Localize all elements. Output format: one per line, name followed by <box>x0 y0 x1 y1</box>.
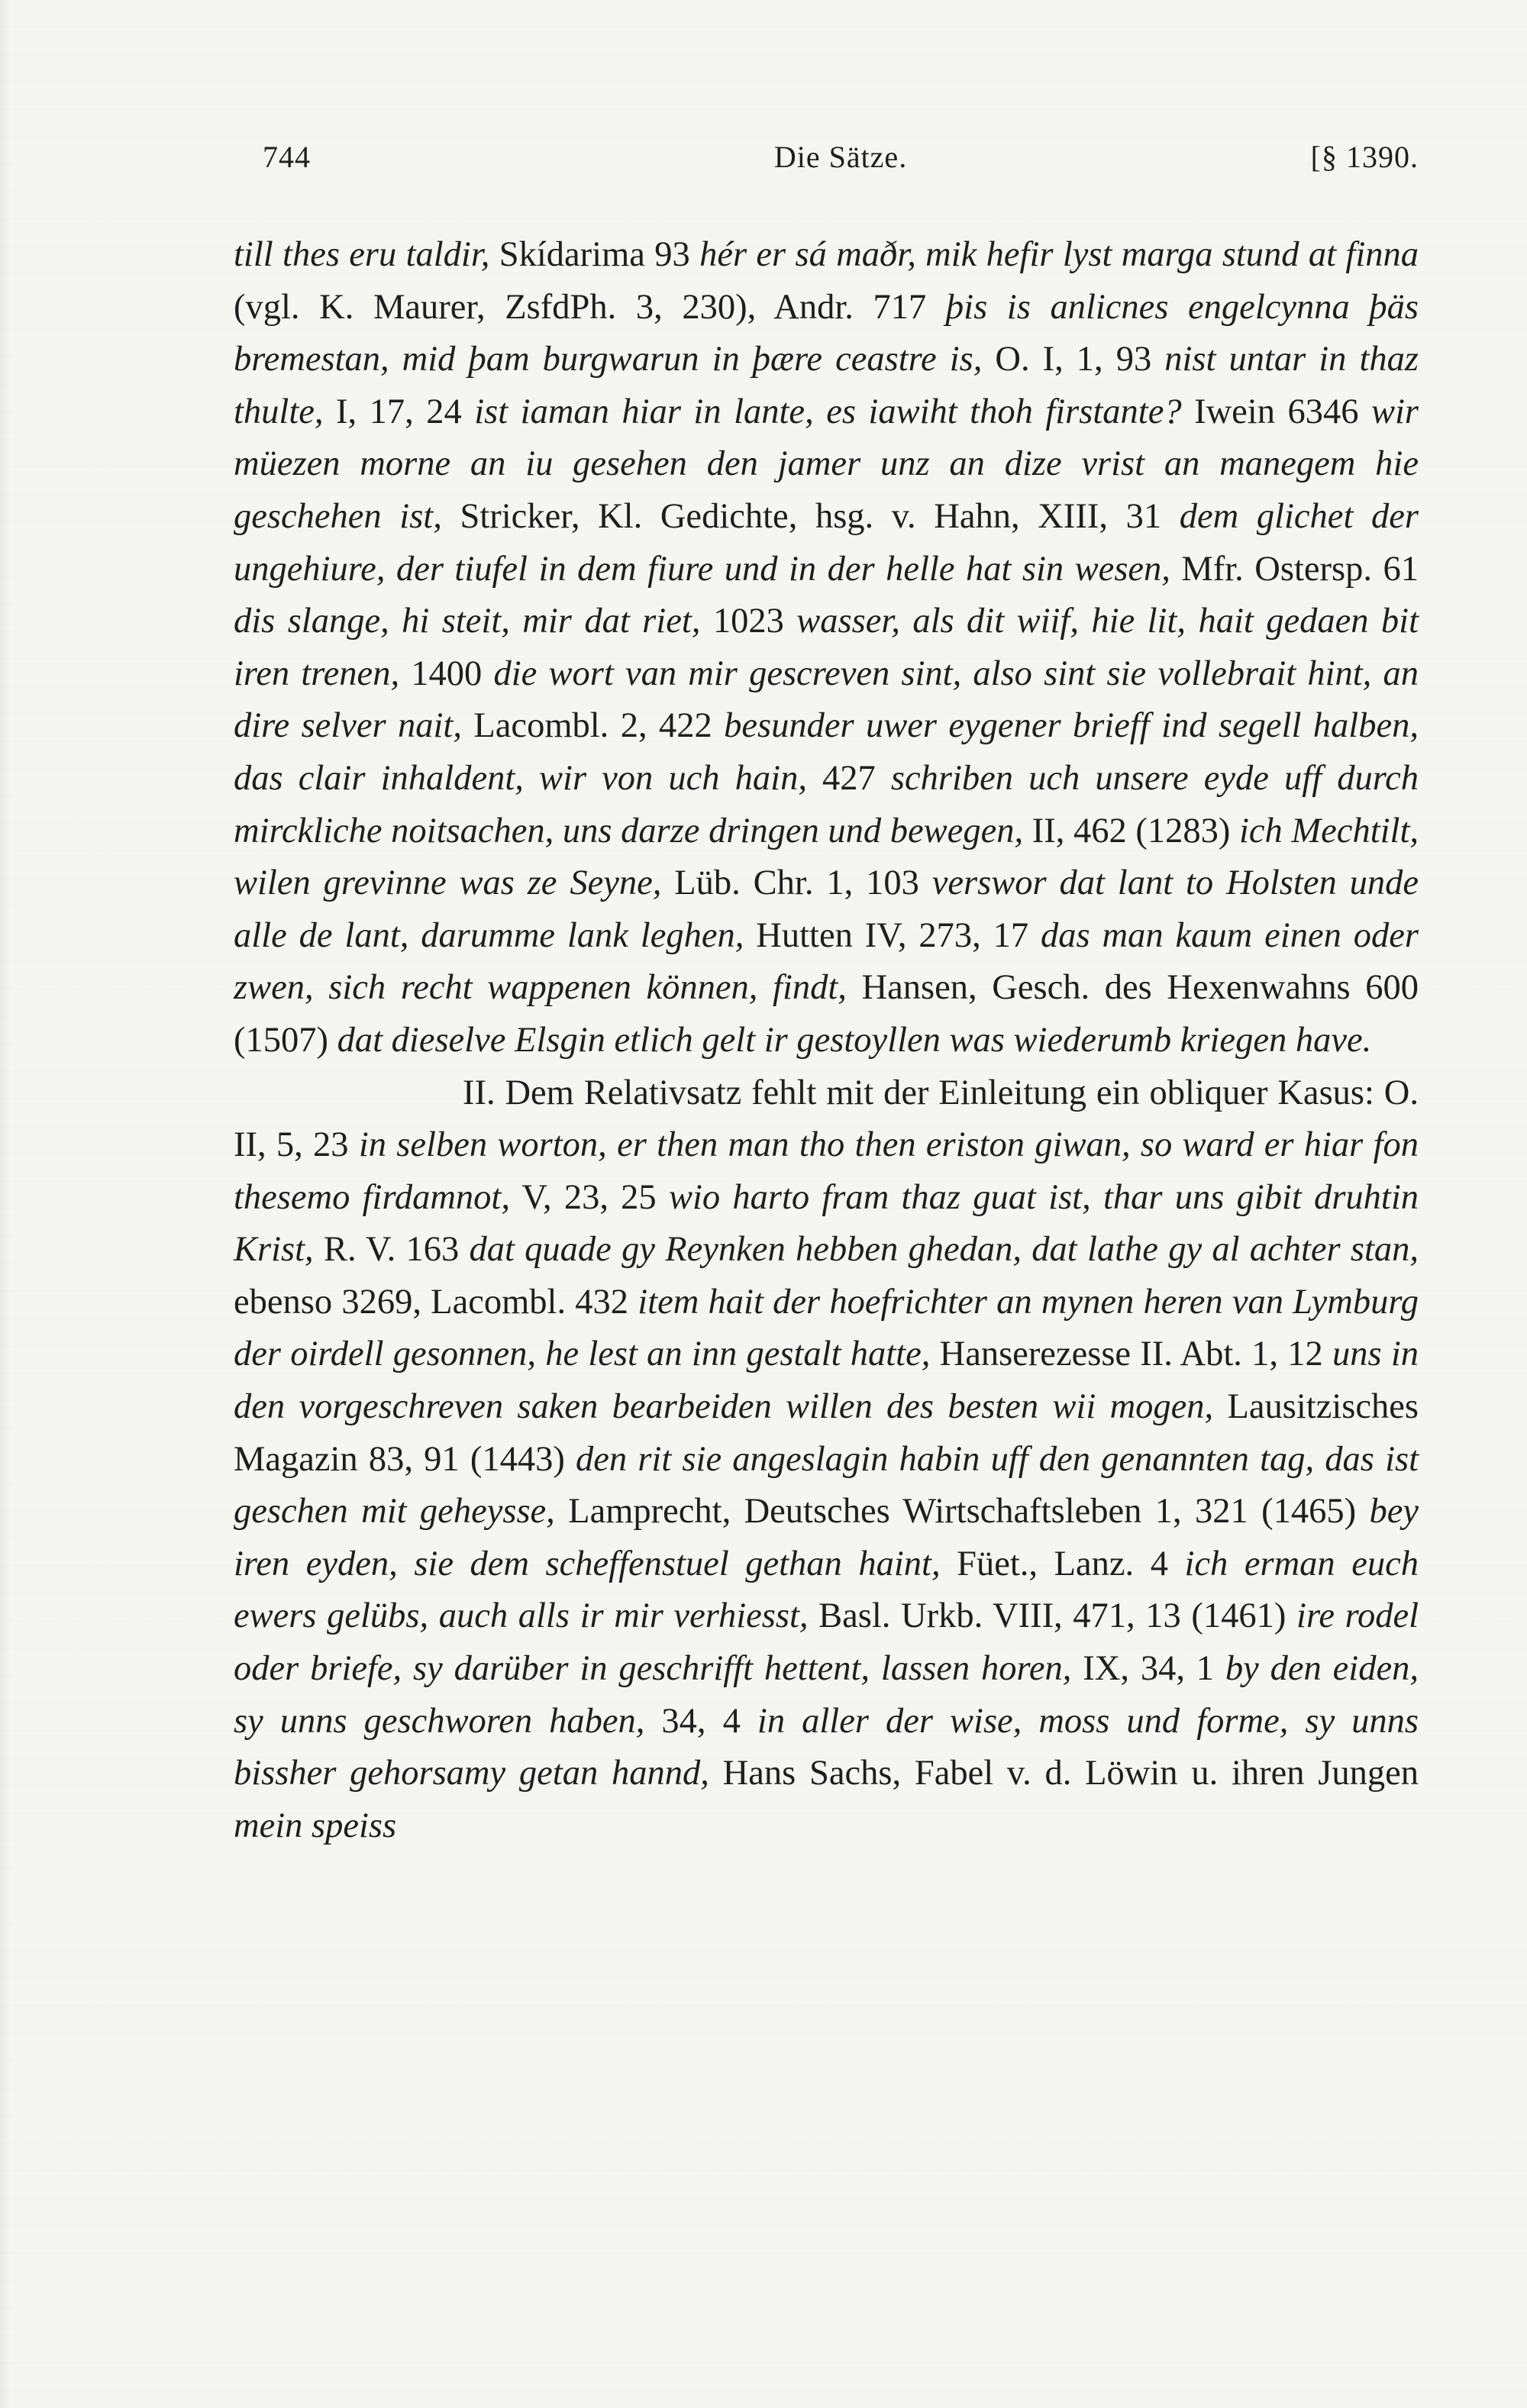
citation-text: O. I, 1, 93 <box>982 340 1165 379</box>
citation-text: I, 17, 24 <box>323 392 475 431</box>
quoted-text: die wort van mir gescreven sint, also sint sie vollebrait hint, an dire selver nait, <box>234 654 1419 746</box>
citation-text: Lacombl. 2, 422 <box>461 706 725 746</box>
citation-text: II, 462 (1283) <box>1023 811 1239 851</box>
page-number: 744 <box>263 140 311 174</box>
quoted-text: item hait der hoefrichter an mynen heren van Lymburg der oirdell gesonnen, he lest an inn gestalt hatte, <box>234 1282 1419 1374</box>
quoted-text: mein speiss <box>234 1806 397 1845</box>
quoted-text: bey iren eyden, sie dem scheffenstuel gethan haint, <box>234 1492 1419 1583</box>
citation-text: R. V. 163 <box>313 1230 470 1270</box>
running-title: Die Sätze. <box>773 140 908 174</box>
citation-text: Hans Sachs, Fabel v. d. Löwin u. ihren Jungen <box>709 1754 1419 1793</box>
citation-text: Stricker, Kl. Gedichte, hsg. v. Hahn, XIII, 31 <box>441 496 1180 536</box>
citation-text: ebenso 3269, Lacombl. 432 <box>234 1282 638 1322</box>
paragraph-continued <box>234 229 1419 1067</box>
quoted-text: wasser, als dit wiif, hie lit, hait gedaen bit iren trenen, <box>234 602 1419 693</box>
citation-text: Basl. Urkb. VIII, 471, 13 (1461) <box>808 1596 1297 1636</box>
citation-text: Füet., Lanz. 4 <box>940 1544 1185 1583</box>
quoted-text: verswor dat lant to Holsten unde alle de lant, darumme lank leghen, <box>234 863 1419 955</box>
citation-text: Skídarima 93 <box>489 235 700 274</box>
citation-text: II. Dem Relativsatz fehlt mit der Einleitung ein obliquer Kasus: O. II, 5, 23 <box>234 1073 1419 1165</box>
citation-text: 427 <box>806 758 891 798</box>
citation-text: Lamprecht, Deutsches Wirtschaftsleben 1, 321 (1465) <box>554 1492 1370 1532</box>
citation-text: 1023 <box>700 602 797 641</box>
quoted-text: ire rodel oder briefe, sy darüber in geschrifft hettent, lassen horen, <box>234 1596 1419 1689</box>
quoted-text: till thes eru taldir, <box>234 235 490 274</box>
quoted-text: besunder uwer eygener brieff ind segell halben, das clair inhaldent, wir von uch hain, <box>234 706 1419 798</box>
citation-text: 34, 4 <box>644 1701 757 1741</box>
quoted-text: hér er sá maðr, mik hefir lyst marga stund at finna <box>699 235 1419 274</box>
citation-text: Hansen, Gesch. des Hexenwahns 600 (1507) <box>234 968 1419 1060</box>
quoted-text: dem glichet der ungehiure, der tiufel in dem fiure und in der helle hat sin wesen, <box>234 496 1419 589</box>
paragraph-section-ii <box>234 1067 1419 1853</box>
quoted-text: wio harto fram thaz guat ist, thar uns gibit druhtin Krist, <box>234 1177 1419 1270</box>
citation-text: V, 23, 25 <box>509 1177 669 1217</box>
quoted-text: by den eiden, sy unns geschworen haben, <box>234 1649 1419 1741</box>
citation-text: Iwein 6346 <box>1181 392 1371 431</box>
citation-text: Hutten IV, 273, 17 <box>744 915 1041 955</box>
quoted-text: ist iaman hiar in lante, es iawiht thoh firstante? <box>474 392 1182 431</box>
body-text <box>234 229 1419 1852</box>
quoted-text: das man kaum einen oder zwen, sich recht wappenen können, findt, <box>234 915 1419 1008</box>
citation-text: IX, 34, 1 <box>1071 1649 1225 1689</box>
quoted-text: dat dieselve Elsgin etlich gelt ir gestoyllen was wiederumb kriegen have. <box>337 1020 1372 1060</box>
quoted-text: uns in den vorgeschreven saken bearbeiden willen des besten wii mogen, <box>234 1335 1419 1427</box>
quoted-text: ich Mechtilt, wilen grevinne was ze Seyne, <box>234 811 1419 903</box>
quoted-text: þis is anlicnes engelcynna þäs bremestan, mid þam burgwarun in þære ceastre is, <box>234 287 1419 379</box>
citation-text: Lausitzisches Magazin 83, 91 (1443) <box>234 1387 1419 1479</box>
citation-text: Lüb. Chr. 1, 103 <box>661 863 932 903</box>
page-edge-shadow <box>0 0 11 2408</box>
quoted-text: nist untar in thaz thulte, <box>234 340 1419 431</box>
quoted-text: ich erman euch ewers gelübs, auch alls ir mir verhiesst, <box>234 1544 1419 1636</box>
citation-text: Mfr. Ostersp. 61 <box>1170 549 1419 589</box>
quoted-text: in aller der wise, moss und forme, sy unns bissher gehorsamy getan hannd, <box>234 1701 1419 1793</box>
quoted-text: in selben worton, er then man tho then eriston giwan, so ward er hiar fon thesemo firdamnot, <box>234 1125 1419 1217</box>
quoted-text: schriben uch unsere eyde uff durch mirckliche noitsachen, uns darze dringen und bewegen, <box>234 758 1419 851</box>
quoted-text: wir müezen morne an iu gesehen den jamer unz an dize vrist an manegem hie geschehen ist, <box>234 392 1419 536</box>
quoted-text: den rit sie angeslagin habin uff den genannten tag, das ist geschen mit geheysse, <box>234 1439 1419 1532</box>
quoted-text: dis slange, hi steit, mir dat riet, <box>234 602 701 641</box>
citation-text: (vgl. K. Maurer, ZsfdPh. 3, 230), Andr. 717 <box>234 287 946 327</box>
section-marker: [§ 1390. <box>1310 140 1419 174</box>
citation-text: 1400 <box>399 654 494 693</box>
quoted-text: dat quade gy Reynken hebben ghedan, dat lathe gy al achter stan, <box>469 1230 1419 1270</box>
running-header <box>263 139 1419 188</box>
citation-text: Hanserezesse II. Abt. 1, 12 <box>930 1335 1333 1374</box>
